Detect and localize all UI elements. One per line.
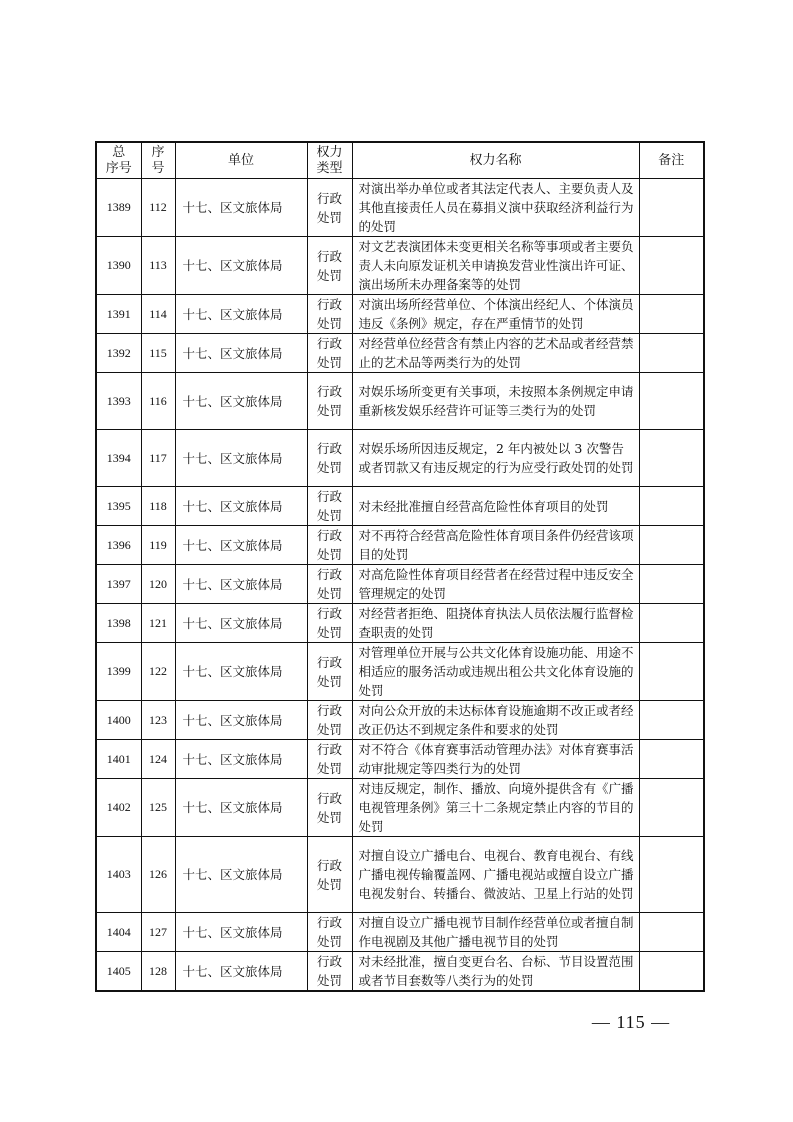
unit-cell: 十七、区文旅体局 xyxy=(175,487,307,526)
power-type-cell: 行政 处罚 xyxy=(307,487,352,526)
seq-cell: 118 xyxy=(141,487,175,526)
note-cell xyxy=(639,430,704,487)
seq-cell: 124 xyxy=(141,740,175,779)
table-row xyxy=(96,837,704,913)
table-row xyxy=(96,740,704,779)
power-type-cell: 行政 处罚 xyxy=(307,373,352,430)
total-seq-cell: 1404 xyxy=(96,913,141,952)
unit-cell: 十七、区文旅体局 xyxy=(175,334,307,373)
power-list-table xyxy=(95,141,705,992)
table-row xyxy=(96,913,704,952)
total-seq-cell: 1399 xyxy=(96,643,141,701)
note-cell xyxy=(639,487,704,526)
power-type-cell: 行政 处罚 xyxy=(307,565,352,604)
seq-cell: 112 xyxy=(141,179,175,237)
total-seq-cell: 1397 xyxy=(96,565,141,604)
header-total-seq: 总 序号 xyxy=(96,142,141,179)
unit-cell: 十七、区文旅体局 xyxy=(175,430,307,487)
unit-cell: 十七、区文旅体局 xyxy=(175,373,307,430)
note-cell xyxy=(639,334,704,373)
seq-cell: 116 xyxy=(141,373,175,430)
table-row xyxy=(96,701,704,740)
power-name-cell: 对娱乐场所变更有关事项，未按照本条例规定申请 重新核发娱乐经营许可证等三类行为的处罚 xyxy=(352,373,639,430)
table-row xyxy=(96,334,704,373)
power-name-cell: 对擅自设立广播电台、电视台、教育电视台、有线广播电视传输覆盖网、广播电视站或擅自设立广播电视发射台、转播台、微波站、卫星上行站的处罚 xyxy=(352,837,639,913)
note-cell xyxy=(639,952,704,992)
power-name-cell: 对演出场所经营单位、个体演出经纪人、个体演员违反《条例》规定，存在严重情节的处罚 xyxy=(352,295,639,334)
table-row xyxy=(96,237,704,295)
total-seq-cell: 1402 xyxy=(96,779,141,837)
seq-cell: 121 xyxy=(141,604,175,643)
note-cell xyxy=(639,779,704,837)
unit-cell: 十七、区文旅体局 xyxy=(175,952,307,992)
header-seq: 序 号 xyxy=(141,142,175,179)
note-cell xyxy=(639,837,704,913)
seq-cell: 113 xyxy=(141,237,175,295)
total-seq-cell: 1389 xyxy=(96,179,141,237)
seq-cell: 123 xyxy=(141,701,175,740)
table-row xyxy=(96,526,704,565)
power-type-cell: 行政 处罚 xyxy=(307,295,352,334)
power-type-cell: 行政 处罚 xyxy=(307,837,352,913)
table-row xyxy=(96,643,704,701)
table-row xyxy=(96,487,704,526)
total-seq-cell: 1392 xyxy=(96,334,141,373)
power-type-cell: 行政 处罚 xyxy=(307,526,352,565)
unit-cell: 十七、区文旅体局 xyxy=(175,740,307,779)
note-cell xyxy=(639,643,704,701)
unit-cell: 十七、区文旅体局 xyxy=(175,837,307,913)
power-type-cell: 行政 处罚 xyxy=(307,913,352,952)
seq-cell: 119 xyxy=(141,526,175,565)
unit-cell: 十七、区文旅体局 xyxy=(175,526,307,565)
header-note: 备注 xyxy=(639,142,704,179)
power-name-cell: 对未经批准，擅自变更台名、台标、节目设置范围或者节目套数等八类行为的处罚 xyxy=(352,952,639,992)
seq-cell: 127 xyxy=(141,913,175,952)
table-row xyxy=(96,565,704,604)
power-type-cell: 行政 处罚 xyxy=(307,430,352,487)
table-row xyxy=(96,604,704,643)
seq-cell: 126 xyxy=(141,837,175,913)
note-cell xyxy=(639,237,704,295)
power-name-cell: 对演出举办单位或者其法定代表人、主要负责人及其他直接责任人员在募捐义演中获取经济利益行为的处罚 xyxy=(352,179,639,237)
total-seq-cell: 1405 xyxy=(96,952,141,992)
seq-cell: 117 xyxy=(141,430,175,487)
power-type-cell: 行政 处罚 xyxy=(307,740,352,779)
unit-cell: 十七、区文旅体局 xyxy=(175,779,307,837)
power-type-cell: 行政 处罚 xyxy=(307,237,352,295)
power-name-cell: 对违反规定，制作、播放、向境外提供含有《广播电视管理条例》第三十二条规定禁止内容的节目的处罚 xyxy=(352,779,639,837)
seq-cell: 115 xyxy=(141,334,175,373)
total-seq-cell: 1390 xyxy=(96,237,141,295)
power-name-cell: 对经营者拒绝、阻挠体育执法人员依法履行监督检查职责的处罚 xyxy=(352,604,639,643)
note-cell xyxy=(639,740,704,779)
note-cell xyxy=(639,701,704,740)
power-name-cell: 对不再符合经营高危险性体育项目条件仍经营该项目的处罚 xyxy=(352,526,639,565)
power-type-cell: 行政 处罚 xyxy=(307,179,352,237)
power-type-cell: 行政 处罚 xyxy=(307,334,352,373)
unit-cell: 十七、区文旅体局 xyxy=(175,604,307,643)
note-cell xyxy=(639,913,704,952)
table-row xyxy=(96,779,704,837)
power-type-cell: 行政 处罚 xyxy=(307,779,352,837)
note-cell xyxy=(639,295,704,334)
power-type-cell: 行政 处罚 xyxy=(307,701,352,740)
total-seq-cell: 1395 xyxy=(96,487,141,526)
power-name-cell: 对文艺表演团体未变更相关名称等事项或者主要负责人未向原发证机关申请换发营业性演出许可证、演出场所未办理备案等的处罚 xyxy=(352,237,639,295)
seq-cell: 122 xyxy=(141,643,175,701)
power-name-cell: 对不符合《体育赛事活动管理办法》对体育赛事活动审批规定等四类行为的处罚 xyxy=(352,740,639,779)
seq-cell: 128 xyxy=(141,952,175,992)
total-seq-cell: 1401 xyxy=(96,740,141,779)
total-seq-cell: 1393 xyxy=(96,373,141,430)
seq-cell: 114 xyxy=(141,295,175,334)
note-cell xyxy=(639,179,704,237)
total-seq-cell: 1394 xyxy=(96,430,141,487)
header-power-name: 权力名称 xyxy=(352,142,639,179)
power-type-cell: 行政 处罚 xyxy=(307,604,352,643)
unit-cell: 十七、区文旅体局 xyxy=(175,701,307,740)
note-cell xyxy=(639,565,704,604)
total-seq-cell: 1396 xyxy=(96,526,141,565)
total-seq-cell: 1400 xyxy=(96,701,141,740)
unit-cell: 十七、区文旅体局 xyxy=(175,643,307,701)
power-name-cell: 对未经批准擅自经营高危险性体育项目的处罚 xyxy=(352,487,639,526)
total-seq-cell: 1403 xyxy=(96,837,141,913)
power-name-cell: 对擅自设立广播电视节目制作经营单位或者擅自制作电视剧及其他广播电视节目的处罚 xyxy=(352,913,639,952)
note-cell xyxy=(639,604,704,643)
unit-cell: 十七、区文旅体局 xyxy=(175,295,307,334)
table-header-row xyxy=(96,142,704,179)
header-power-type: 权力 类型 xyxy=(307,142,352,179)
power-name-cell: 对经营单位经营含有禁止内容的艺术品或者经营禁止的艺术品等两类行为的处罚 xyxy=(352,334,639,373)
power-name-cell: 对管理单位开展与公共文化体育设施功能、用途不相适应的服务活动或违规出租公共文化体育设施的处罚 xyxy=(352,643,639,701)
note-cell xyxy=(639,373,704,430)
table-row xyxy=(96,430,704,487)
total-seq-cell: 1391 xyxy=(96,295,141,334)
unit-cell: 十七、区文旅体局 xyxy=(175,565,307,604)
power-name-cell: 对高危险性体育项目经营者在经营过程中违反安全管理规定的处罚 xyxy=(352,565,639,604)
power-type-cell: 行政 处罚 xyxy=(307,643,352,701)
page-number: — 115 — xyxy=(591,1012,671,1032)
unit-cell: 十七、区文旅体局 xyxy=(175,913,307,952)
note-cell xyxy=(639,526,704,565)
header-unit: 单位 xyxy=(175,142,307,179)
seq-cell: 120 xyxy=(141,565,175,604)
total-seq-cell: 1398 xyxy=(96,604,141,643)
table-row xyxy=(96,952,704,992)
table-row xyxy=(96,373,704,430)
seq-cell: 125 xyxy=(141,779,175,837)
power-name-cell: 对娱乐场所因违反规定，2 年内被处以 3 次警告或者罚款又有违反规定的行为应受行政处罚的处罚 xyxy=(352,430,639,487)
power-type-cell: 行政 处罚 xyxy=(307,952,352,992)
table-row xyxy=(96,295,704,334)
power-name-cell: 对向公众开放的未达标体育设施逾期不改正或者经改正仍达不到规定条件和要求的处罚 xyxy=(352,701,639,740)
unit-cell: 十七、区文旅体局 xyxy=(175,179,307,237)
table-row xyxy=(96,179,704,237)
unit-cell: 十七、区文旅体局 xyxy=(175,237,307,295)
